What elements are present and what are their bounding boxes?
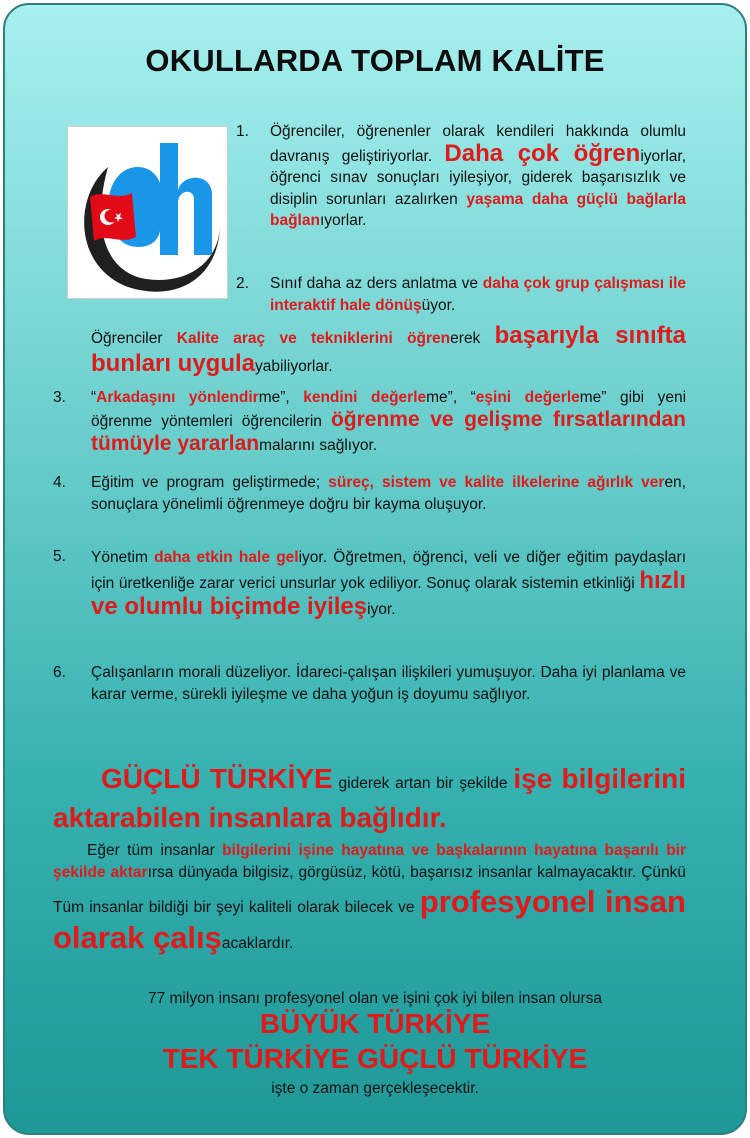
final-line: işte o zaman gerçekleşecektir. [271, 1080, 479, 1097]
item-3-text: “Arkadaşını yönlendirme”, kendini değerleme”, “eşini değerleme” gibi yeni öğrenme yöntemleri öğrencilerin öğrenme ve gelişme fırsatlarından tümüyle yararlanmalarını sağlıyor. [91, 389, 687, 455]
item-6-text: Çalışanların morali düzeliyor. İdareci-çalışan ilişkileri yumuşuyor. Daha iyi planlama ve karar verme, sürekli iyileşme ve daha yoğun iş doyumu sağlıyor. [91, 664, 686, 703]
item-6-number: 6. [53, 664, 66, 681]
million-line: 77 milyon insanı profesyonel olan ve işini çok iyi bilen insan olursa [147, 990, 603, 1007]
item-2-number: 2. [236, 275, 249, 292]
dh-logo-graphic [68, 127, 227, 298]
turkish-flag-icon [90, 193, 136, 241]
slogan-buyuk-turkiye: BÜYÜK TÜRKİYE [259, 1008, 491, 1039]
dh-logo [67, 126, 228, 299]
item-3-number: 3. [53, 389, 66, 406]
page-title: OKULLARDA TOPLAM KALİTE [145, 43, 605, 78]
item-5-number: 5. [53, 548, 66, 565]
item-4-number: 4. [53, 474, 66, 491]
closing-paragraph: Eğer tüm insanlar bilgilerini işine hayatına ve başkalarının hayatına başarılı bir şekilde aktarırsa dünyada bilgisiz, görgüsüz, kötü, başarısız insanlar kalmayacaktır. Çünkü Tüm insanlar bildiği bir şeyi kaliteli olarak bilecek ve profesyonel insan olarak çalışacaklardır. [53, 842, 686, 955]
item-5-text: Yönetim daha etkin hale geliyor. Öğretmen, öğrenci, veli ve diğer eğitim paydaşları için üretkenliğe zarar verici unsurlar yok ediliyor. Sonuç olarak sistemin etkinliği hızlı ve olumlu biçimde iyileşiyor. [91, 549, 686, 620]
closing-statement: GÜÇLÜ TÜRKİYE giderek artan bir şekilde işe bilgilerini aktarabilen insanlara bağlıdır. [53, 763, 686, 833]
item-1-text: Öğrenciler, öğrenenler olarak kendileri hakkında olumlu davranış geliştiriyorlar. Daha çok öğreniyorlar, öğrenci sınav sonuçları iyileşiyor, giderek başarısızlık ve disiplin sorunları azalırken yaşama daha güçlü bağlarla bağlanıyorlar. [270, 123, 686, 229]
item-4-text: Eğitim ve program geliştirmede; süreç, sistem ve kalite ilkelerine ağırlık veren, sonuçlara yönelimli öğrenmeye doğru bir kayma oluşuyor. [91, 474, 686, 513]
item-2-text: Sınıf daha az ders anlatma ve daha çok grup çalışması ile interaktif hale dönüşüyor. [270, 275, 687, 314]
item-2-continuation: Öğrenciler Kalite araç ve tekniklerini öğrenerek başarıyla sınıfta bunları uygulayabiliyorlar. [91, 322, 686, 377]
item-1-number: 1. [236, 123, 249, 140]
poster [3, 3, 747, 1135]
slogan-tek-turkiye: TEK TÜRKİYE GÜÇLÜ TÜRKİYE [162, 1043, 588, 1074]
